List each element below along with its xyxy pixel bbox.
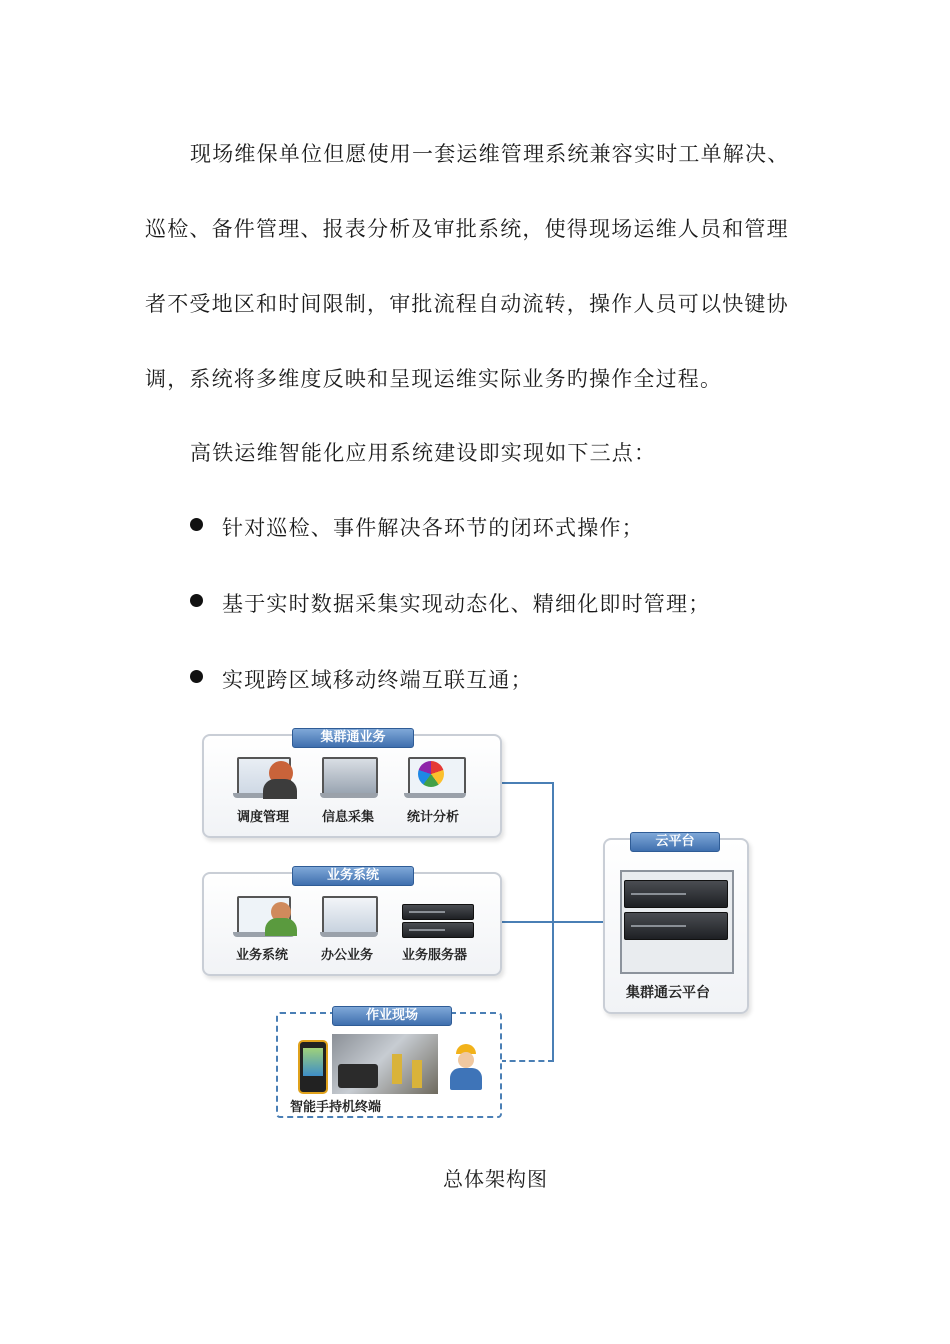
cloud-platform-title: 云平台 [630,832,720,852]
bullet-item-3: 实现跨区域移动终端互联互通； [222,668,533,692]
group-title-cluster-business: 集群通业务 [292,728,414,748]
server-icon [402,904,474,920]
item-label-info-collect: 信息采集 [322,810,375,825]
group-title-business-system: 业务系统 [292,866,414,886]
paragraph-line-4: 调，系统将多维度反映和呈现运维实际业务旳操作全过程。 [145,367,723,391]
item-label-business-server: 业务服务器 [402,948,468,963]
worker-icon [450,1044,482,1090]
dispatch-laptop-icon [233,757,295,803]
paragraph-line-3: 者不受地区和时间限制，审批流程自动流转，操作人员可以快键协 [145,292,789,316]
item-label-handheld-terminal: 智能手持机终端 [290,1100,382,1115]
bullet-dot-icon [190,518,203,531]
bullet-item-1: 针对巡检、事件解决各环节的闭环式操作； [222,516,644,540]
connector-line [500,1060,554,1062]
intro-line: 高铁运维智能化应用系统建设即实现如下三点： [190,441,657,465]
server-icon [402,922,474,938]
server-icon [624,912,728,940]
handheld-device-icon [298,1040,328,1094]
bullet-dot-icon [190,670,203,683]
connector-line [497,921,605,923]
server-icon [624,880,728,908]
item-label-business-system: 业务系统 [236,948,289,963]
statistics-laptop-icon [404,757,466,803]
bullet-item-2: 基于实时数据采集实现动态化、精细化即时管理； [222,592,711,616]
field-photo-icon [332,1034,438,1094]
item-label-dispatch: 调度管理 [237,810,290,825]
info-collect-laptop-icon [320,757,378,803]
paragraph-line-2: 巡检、备件管理、报表分析及审批系统，使得现场运维人员和管理 [145,217,789,241]
group-title-field-site: 作业现场 [332,1006,452,1026]
item-label-office: 办公业务 [321,948,374,963]
bullet-dot-icon [190,594,203,607]
connector-line [497,782,553,784]
item-label-statistics: 统计分析 [407,810,460,825]
office-laptop-icon [320,896,378,942]
business-system-laptop-icon [233,896,295,942]
paragraph-line-1: 现场维保单位但愿使用一套运维管理系统兼容实时工单解决、 [190,142,790,166]
cloud-platform-label: 集群通云平台 [626,985,710,1001]
figure-caption: 总体架构图 [443,1167,548,1191]
server-rack-icon [620,870,734,974]
